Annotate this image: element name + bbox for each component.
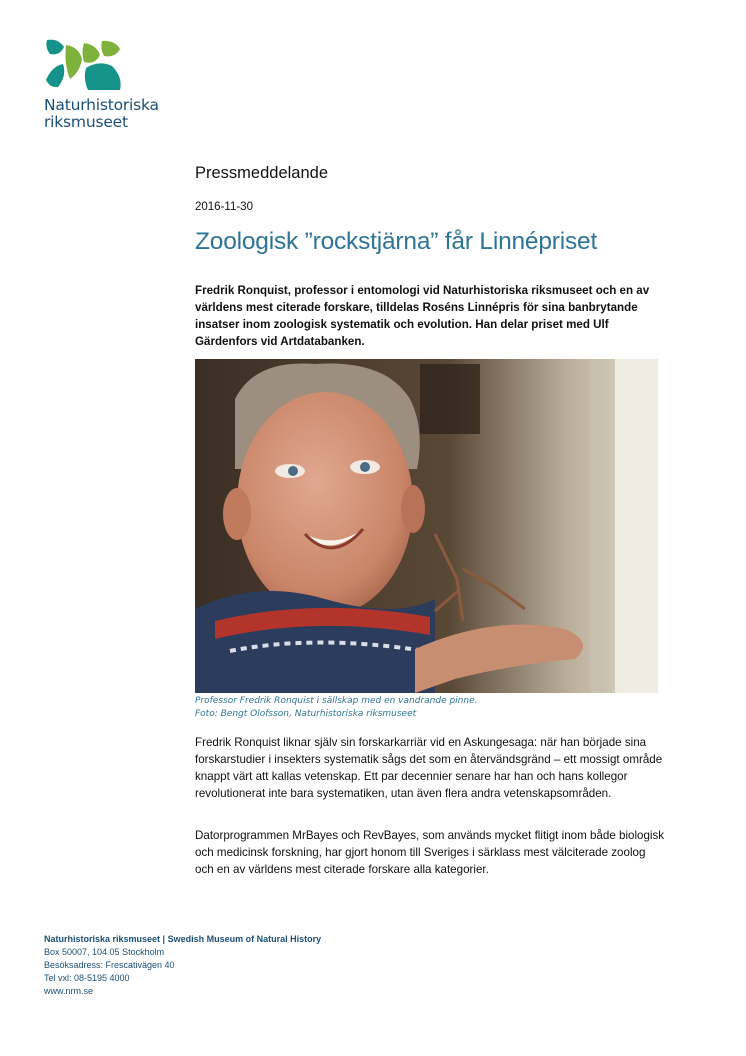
footer-address: Box 50007, 104 05 Stockholm — [44, 947, 165, 957]
footer-phone: Tel vxl: 08-5195 4000 — [44, 973, 130, 983]
body-paragraph-2: Datorprogrammen MrBayes och RevBayes, som används mycket flitigt inom både biologisk och medicinsk forskning, har gjort honom till Sveriges i särklass mest välciterade zoolog och en av världens mest citerade forskare alla kategorier. — [195, 829, 665, 876]
photo-illustration — [195, 359, 658, 693]
document-date: 2016-11-30 — [195, 201, 253, 213]
logo-name-line2: riksmuseet — [44, 113, 128, 131]
lead-paragraph: Fredrik Ronquist, professor i entomologi vid Naturhistoriska riksmuseet och en av världens mest citerade forskare, tilldelas Roséns Linnépris för sina banbrytande insatser inom zoologisk systematik och evolution. Han delar priset med Ulf Gärdenfors vid Artdatabanken. — [195, 284, 650, 348]
photo-caption — [195, 695, 658, 720]
museum-logo — [44, 38, 169, 131]
footer-visit-address: Besöksadress: Frescativägen 40 — [44, 960, 175, 970]
document-type: Pressmeddelande — [195, 164, 328, 182]
logo-name-line1: Naturhistoriska — [44, 96, 159, 114]
footer-website-link[interactable]: www.nrm.se — [44, 986, 94, 996]
caption-line: Professor Fredrik Ronquist i sällskap med en vandrande pinne. — [195, 696, 478, 706]
photo-credit: Foto: Bengt Olofsson, Naturhistoriska riksmuseet — [195, 708, 417, 719]
leaf-logo-icon — [44, 38, 124, 93]
footer-org: Naturhistoriska riksmuseet | Swedish Museum of Natural History — [44, 934, 322, 944]
footer — [44, 933, 321, 998]
headline: Zoologisk ”rockstjärna” får Linnépriset — [195, 228, 598, 255]
portrait-photo — [195, 359, 658, 693]
body-paragraph-1: Fredrik Ronquist liknar själv sin forskarkarriär vid en Askungesaga: när han började sina forskarstudier i insekters systematik sågs det som en återvändsgränd – ett mossigt område knappt värt att kallas vetenskap. Ett par decennier senare har han och hans kollegor revolutionerat inte bara systematiken, utan även flera andra vetenskapsområden. — [195, 736, 663, 800]
